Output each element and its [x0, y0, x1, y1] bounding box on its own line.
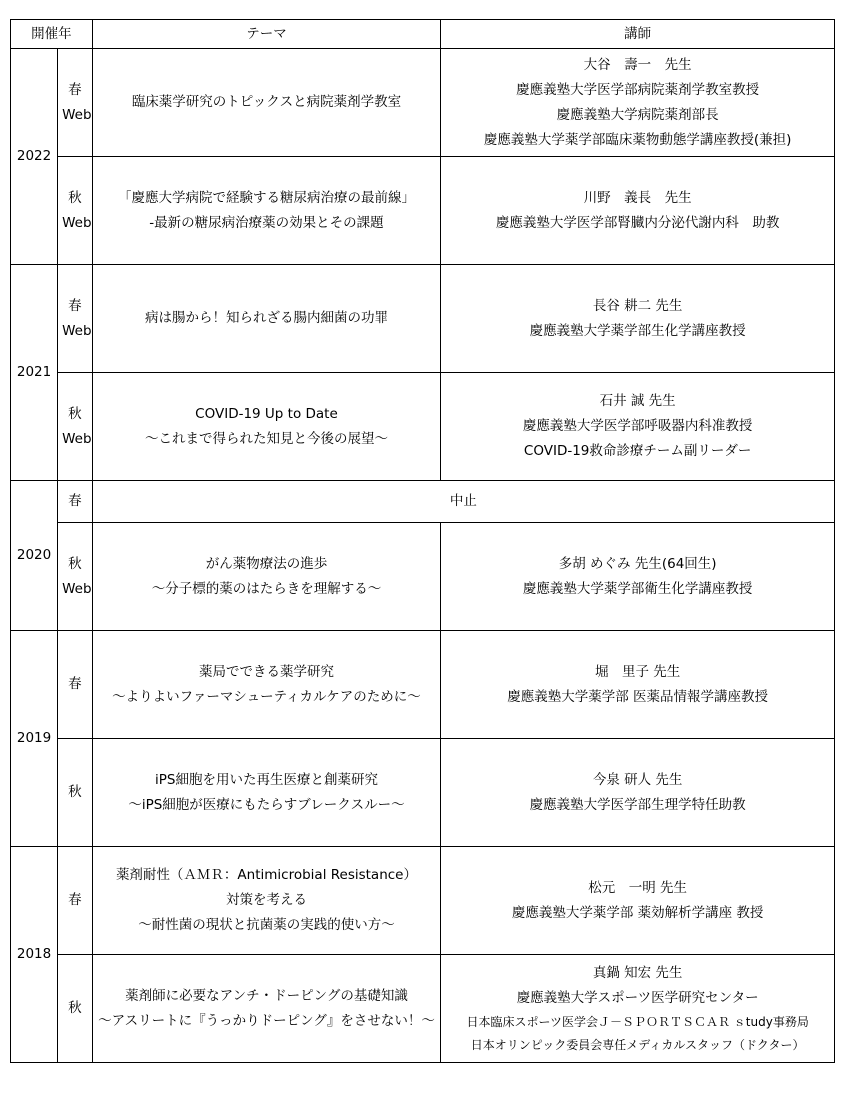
lecturer-line: 慶應義塾大学医学部腎臓内分泌代謝内科 助教	[495, 214, 780, 231]
year-cell: 2020	[11, 481, 58, 631]
year-cell: 2022	[11, 49, 58, 265]
lecturer-line: 慶應義塾大学薬学部衛生化学講座教授	[522, 580, 753, 597]
year-cell: 2019	[11, 631, 58, 847]
lecturer-line: 慶應義塾大学医学部呼吸器内科准教授	[522, 418, 753, 434]
lecturer-cell	[441, 265, 835, 373]
season-line: Web	[62, 214, 92, 231]
table-row	[11, 481, 835, 523]
season-cell	[58, 157, 93, 265]
season-line: Web	[62, 430, 92, 447]
lecturer-cell	[441, 157, 835, 265]
theme-line: 薬局でできる薬学研究	[198, 663, 334, 680]
theme-line: ～アスリートに『うっかりドーピング』をさせない！～	[98, 1012, 435, 1029]
lecturer-line: 石井 誠 先生	[599, 393, 676, 409]
table-row	[11, 157, 835, 265]
table-row	[11, 49, 835, 157]
season-line: 春	[68, 892, 82, 908]
theme-line: 臨床薬学研究のトピックスと病院薬剤学教室	[131, 94, 402, 110]
table-row	[11, 373, 835, 481]
season-cell	[58, 373, 93, 481]
table-row	[11, 631, 835, 739]
theme-line: 薬剤師に必要なアンチ・ドーピングの基礎知識	[125, 987, 408, 1004]
theme-line: ～分子標的薬のはたらきを理解する～	[151, 580, 382, 597]
table-row	[11, 739, 835, 847]
theme-cell	[92, 157, 441, 265]
theme-cell	[92, 49, 441, 157]
header-year: 開催年	[11, 20, 93, 49]
table-row	[11, 523, 835, 631]
theme-cell	[92, 373, 441, 481]
theme-line: ～これまで得られた知見と今後の展望～	[144, 430, 388, 447]
season-cell	[58, 847, 93, 955]
season-line: Web	[62, 106, 92, 123]
header-row	[11, 20, 835, 49]
theme-cell	[92, 265, 441, 373]
header-theme: テーマ	[92, 20, 441, 49]
theme-cell	[92, 523, 441, 631]
theme-cell	[92, 955, 441, 1063]
season-cell	[58, 955, 93, 1063]
season-cell	[58, 739, 93, 847]
lecturer-line: COVID-19救命診療チーム副リーダー	[523, 443, 752, 459]
theme-line: iPS細胞を用いた再生医療と創薬研究	[154, 771, 378, 788]
season-line: 春	[68, 297, 82, 314]
season-line: 春	[68, 81, 82, 98]
lecturer-line: 慶應義塾大学薬学部臨床薬物動態学講座教授(兼担)	[483, 131, 792, 148]
lecturer-line: 川野 義長 先生	[583, 189, 692, 206]
year-cell: 2018	[11, 847, 58, 1063]
table-row	[11, 955, 835, 1063]
lecturer-line: 多胡 めぐみ 先生(64回生)	[558, 555, 717, 572]
lecturer-line: 今泉 研人 先生	[592, 771, 683, 788]
lecturer-line: 日本臨床スポーツ医学会Ｊ－ＳＰＯＲＴＳＣＡＲ ｓtudy事務局	[466, 1014, 809, 1029]
season-line: 秋	[68, 784, 82, 800]
lecturer-line: 慶應義塾大学薬学部 薬効解析学講座 教授	[511, 904, 764, 921]
lecturer-line: 堀 里子 先生	[595, 663, 681, 680]
season-cell	[58, 265, 93, 373]
theme-line: ～iPS細胞が医療にもたらすブレークスルー～	[128, 796, 405, 813]
table-row	[11, 265, 835, 373]
lecturer-line: 長谷 耕二 先生	[592, 297, 683, 314]
theme-line: ～耐性菌の現状と抗菌薬の実践的使い方～	[138, 917, 395, 933]
lecturer-line: 真鍋 知宏 先生	[592, 964, 683, 981]
season-cell	[58, 631, 93, 739]
lecturer-line: 慶應義塾大学病院薬剤部長	[556, 106, 719, 123]
lecturer-cell	[441, 631, 835, 739]
season-cell	[58, 481, 93, 523]
lecturer-line: 慶應義塾大学医学部生理学特任助教	[529, 796, 746, 813]
theme-line: 薬剤耐性（ＡＭＲ：Antimicrobial Resistance）	[115, 867, 417, 883]
season-line: 秋	[68, 189, 82, 206]
theme-line: -最新の糖尿病治療薬の効果とその課題	[149, 214, 384, 231]
lecture-table	[10, 19, 835, 1063]
lecturer-line: 日本オリンピック委員会専任メディカルスタッフ（ドクター）	[470, 1037, 805, 1052]
year-cell: 2021	[11, 265, 58, 481]
lecturer-cell	[441, 847, 835, 955]
lecturer-line: 慶應義塾大学スポーツ医学研究センター	[516, 989, 759, 1006]
lecturer-cell	[441, 739, 835, 847]
season-cell	[58, 523, 93, 631]
lecturer-line: 慶應義塾大学医学部病院薬剤学教室教授	[516, 81, 760, 98]
theme-line: 病は腸から！知られざる腸内細菌の功罪	[144, 310, 388, 326]
season-line: 秋	[68, 1000, 82, 1016]
theme-line: がん薬物療法の進歩	[205, 555, 328, 572]
header-lecturer: 講師	[441, 20, 835, 49]
season-line: 秋	[68, 555, 82, 572]
lecturer-line: 大谷 壽一 先生	[583, 56, 692, 73]
season-line: 春	[68, 493, 82, 509]
theme-cell	[92, 631, 441, 739]
lecturer-cell	[441, 523, 835, 631]
theme-line: COVID-19 Up to Date	[195, 405, 338, 422]
theme-line: ～よりよいファーマシューティカルケアのために～	[112, 688, 421, 705]
lecturer-cell	[441, 373, 835, 481]
table-row	[11, 847, 835, 955]
theme-line: 「慶應大学病院で経験する糖尿病治療の最前線」	[117, 189, 415, 206]
season-line: Web	[62, 580, 92, 597]
season-line: 秋	[68, 405, 82, 422]
lecturer-line: 慶應義塾大学薬学部生化学講座教授	[529, 322, 746, 339]
season-cell	[58, 49, 93, 157]
lecturer-cell	[441, 955, 835, 1063]
lecturer-line: 慶應義塾大学薬学部 医薬品情報学講座教授	[507, 688, 769, 705]
season-line: 春	[68, 676, 82, 692]
lecturer-cell	[441, 49, 835, 157]
season-line: Web	[62, 322, 92, 339]
cancelled-cell: 中止	[92, 481, 834, 523]
theme-line: 対策を考える	[225, 892, 307, 908]
lecturer-line: 松元 一明 先生	[588, 879, 688, 896]
theme-cell	[92, 847, 441, 955]
theme-cell	[92, 739, 441, 847]
